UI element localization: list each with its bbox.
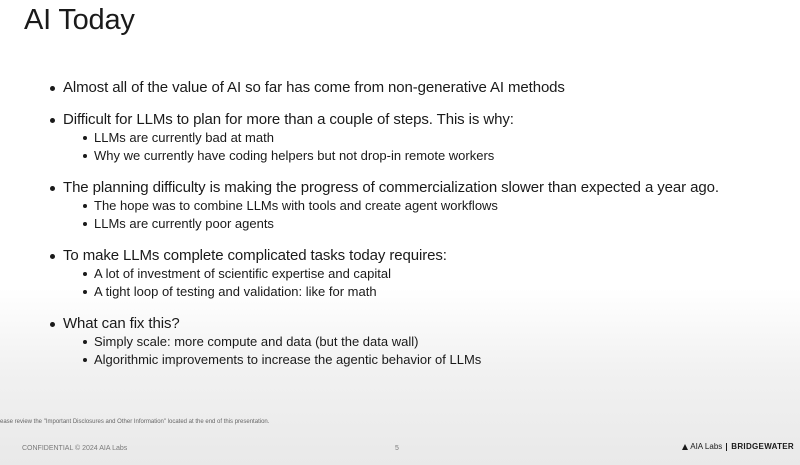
bullet-group xyxy=(0,110,800,165)
bullet-item: Difficult for LLMs to plan for more than a couple of steps. This is why: xyxy=(63,110,800,129)
company-logo xyxy=(682,442,794,451)
page-number: 5 xyxy=(395,445,399,452)
triangle-logo-icon xyxy=(682,444,688,450)
sub-bullet-item: LLMs are currently bad at math xyxy=(94,129,800,147)
logo-divider xyxy=(726,443,727,451)
disclaimer-text: ease review the "Important Disclosures and Other Information" located at the end of this presentation. xyxy=(0,419,270,425)
sub-bullet-item: A lot of investment of scientific expertise and capital xyxy=(94,265,800,283)
bullet-group xyxy=(0,78,800,97)
bullet-group xyxy=(0,314,800,369)
logo-bridgewater: BRIDGEWATER xyxy=(731,442,794,451)
bullet-item: The planning difficulty is making the progress of commercialization slower than expected a year ago. xyxy=(63,178,800,197)
bullet-list xyxy=(0,78,800,369)
sub-bullet-item: A tight loop of testing and validation: like for math xyxy=(94,283,800,301)
slide-title: AI Today xyxy=(24,4,135,36)
bullet-item: What can fix this? xyxy=(63,314,800,333)
sub-bullet-item: Why we currently have coding helpers but not drop-in remote workers xyxy=(94,147,800,165)
bullet-group xyxy=(0,178,800,233)
bullet-group xyxy=(0,246,800,301)
sub-bullet-item: Algorithmic improvements to increase the agentic behavior of LLMs xyxy=(94,351,800,369)
logo-aia-labs: AIA Labs xyxy=(690,442,723,451)
sub-bullet-item: The hope was to combine LLMs with tools and create agent workflows xyxy=(94,197,800,215)
bullet-item: To make LLMs complete complicated tasks today requires: xyxy=(63,246,800,265)
sub-bullet-item: Simply scale: more compute and data (but the data wall) xyxy=(94,333,800,351)
sub-bullet-item: LLMs are currently poor agents xyxy=(94,215,800,233)
confidential-footer: CONFIDENTIAL © 2024 AIA Labs xyxy=(22,445,128,452)
bullet-item: Almost all of the value of AI so far has come from non-generative AI methods xyxy=(63,78,800,97)
